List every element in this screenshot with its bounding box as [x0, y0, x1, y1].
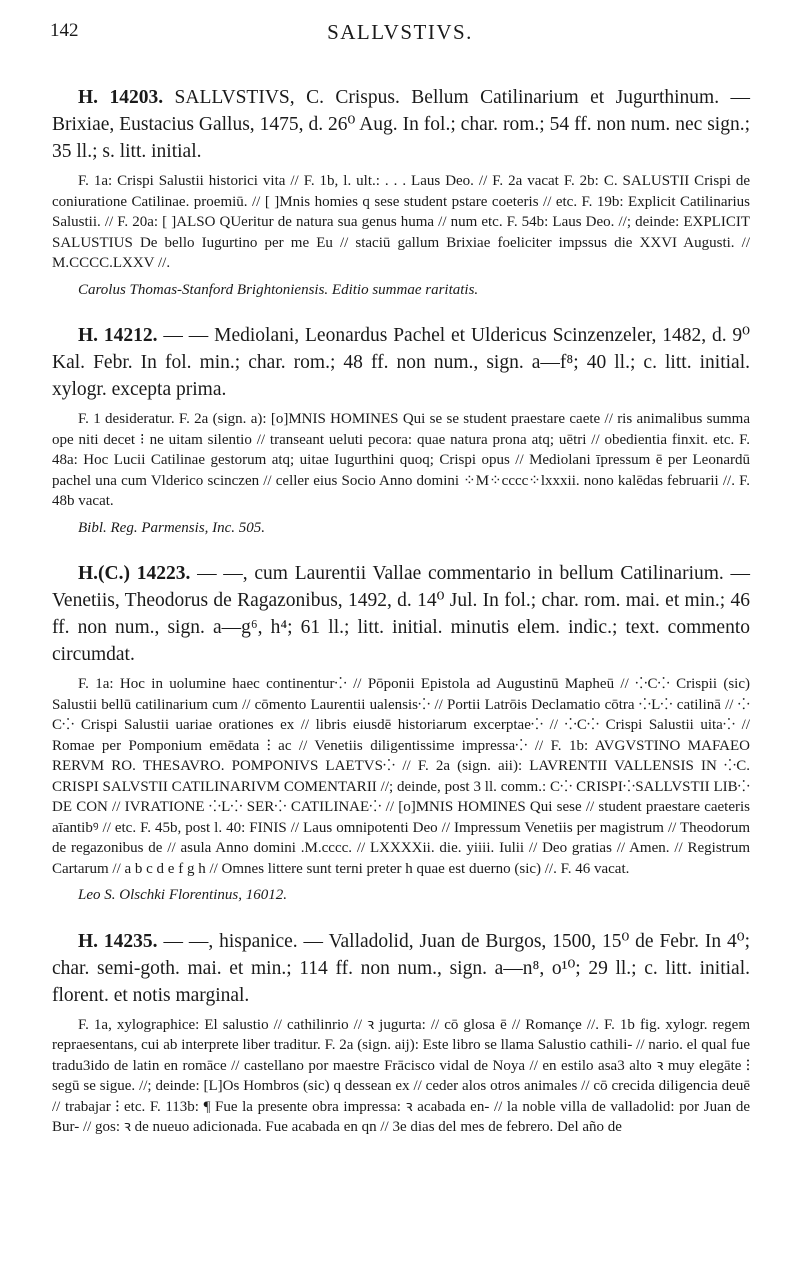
entry-collation: F. 1a: Crispi Salustii historici vita // F. 1b, l. ult.: . . . Laus Deo. // F. 2a vacat F. 2b: C. SALUSTII Crispi de coniuratione Catilinae. proemiū. // [ ]Mnis homies q sese student pstare coeteris // etc. F. 19b: Explicit Catilinarius Salustii. // F. 20a: [ ]ALSO QUeritur de natura sua genus huma // num etc. F. 54b: Laus Deo. //; deinde: EXPLICIT SALUSTIUS De bello Iugurtino per me Eu // staciū gallum Brixiae foeliciter impssus die XXVI Augusti. // M.CCCC.LXXV //.: [52, 173, 750, 271]
entry-collation: F. 1 desideratur. F. 2a (sign. a): [o]MNIS HOMINES Qui se se student praestare caete // ris animalibus summa ope niti decet ⁝ ne uitam silentio // transeant ueluti pecora: quae natura prona atq; uētri // obedientia finxit. etc. F. 48a: Hoc Lucii Catilinae gestorum atq; uitae Iugurthini quoq; Crispi opus // Mediolani īpressum ē per Leonardū pachel una cum Vlderico scinczen // celler eius Socio Anno domini ⁘M⁘cccc⁘lxxxii. nono kalēdas februarii //. F. 48b vacat.: [52, 411, 750, 509]
entry-collation: F. 1a, xylographice: El salustio // cathilinrio // ꝛ jugurta: // cō glosa ē // Romançe //. F. 1b fig. xylogr. regem repraesentans, cui ab interprete liber traditur. F. 2a (sign. aij): Este libro se llama Salustio cathili- // nario. el qual fue tradu3ido de latin en romāce // castellano por maestre Frācisco vidal de Noya // en estilo asa3 alto ꝛ muy elegāte ⁝ segū se sigue. //; deinde: [L]Os Hombros (sic) q dessean ex // ceder alos otros animales // cō crecida diligencia deuē // trabajar ⁝ etc. F. 113b: ¶ Fue la presente obra impressa: ꝛ acabada en- // la noble villa de valladolid: por Juan de Bur- // gos: ꝛ de nueuo adicionada. Fue acabada en qn // 3e dias del mes de febrero. Del año de: [52, 1016, 750, 1135]
entry-number: H.(C.) 14223.: [78, 563, 191, 584]
entry-provenance: Carolus Thomas-Stanford Brightoniensis. Editio summae raritatis.: [78, 281, 479, 298]
catalogue-entry: [52, 560, 750, 906]
entry-description: SALLVSTIVS, C. Crispus. Bellum Catilinarium et Jugurthinum. — Brixiae, Eustacius Gallus, 1475, d. 26⁰ Aug. In fol.; char. rom.; 54 ff. non num. nec sign.; 35 ll.; s. litt. initial.: [52, 87, 751, 162]
entry-number: H. 14235.: [78, 930, 158, 952]
entry-heading: [52, 322, 750, 403]
entry-number: H. 14212.: [78, 325, 158, 346]
entry-description: — —, cum Laurentii Vallae commentario in bellum Catilinarium. — Venetiis, Theodorus de Ragazonibus, 1492, d. 14⁰ Jul. In fol.; char. rom. mai. et min.; 46 ff. non num., sign. a—g⁶, h⁴; 61 ll.; litt. initial. minutis elem. indic.; text. commento circumdat.: [52, 563, 751, 665]
entry-number: H. 14203.: [78, 87, 164, 108]
entry-collation: F. 1a: Hoc in uolumine haec continentur⁘ // Pōponii Epistola ad Augustinū Mapheū // ⁘C⁘ Crispii (sic) Salustii bellū catilinarium cum // cōmento Laurentii ualensis⁘ // Portii Latrōis Declamatio cōtra ⁘L⁘ catilinā // ⁘ C⁘ Crispi Salustii uariae orationes ex // libris eiusdē historiarum excerptae⁘ // ⁘C⁘ Crispi Salustii uita⁘ // Romae per Pomponium emēdata ⁝ ac // Venetiis diligentissime impressa⁘ // F. 1b: AVGVSTINO MAFAEO RERVM RO. THESAVRO. POMPONIVS LAETVS⁘ // F. 2a (sign. aii): LAVRENTII VALLENSIS IN ⁘C. CRISPI SALVSTII CATILINARIVM COMENTARII //; deinde, post 3 ll. comm.: C⁘ CRISPI⁘SALLVSTII LIB⁘ DE CON // IVRATIONE ⁘L⁘ SER⁘ CATILINAE⁘ // [o]MNIS HOMINES Qui sese // student praestare caeteris aīantibꝰ // etc. F. 45b, post l. 40: FINIS // Laus omnipotenti Deo // Impressum Venetiis per magistrum // Theodorum de regazonibus de // asula Anno domini .M.cccc. // LXXXXii. die. yiiii. Iulii // Deo gratias // Amen. // Registrum Cartarum // a b c d e f g h // Omnes littere sunt terni preter h quae est duerno (sic) //. F. 46 vacat.: [52, 676, 750, 877]
entry-description: — — Mediolani, Leonardus Pachel et Uldericus Scinzenzeler, 1482, d. 9⁰ Kal. Febr. In fol. min.; char. rom.; 48 ff. non num., sign. a—f⁸; 40 ll.; c. litt. initial. xylogr. excepta prima.: [52, 325, 750, 400]
catalogue-entry: [52, 322, 750, 538]
entry-provenance: Bibl. Reg. Parmensis, Inc. 505.: [78, 519, 266, 536]
running-head: SALLVSTIVS.: [327, 20, 473, 44]
entry-description: — —, hispanice. — Valladolid, Juan de Burgos, 1500, 15⁰ de Febr. In 4⁰; char. semi-goth. mai. et min.; 114 ff. non num., sign. a—n⁸, o¹⁰; 29 ll.; c. litt. initial. florent. et notis marginal.: [52, 930, 751, 1006]
page-header: [0, 20, 800, 54]
entry-heading: [52, 560, 750, 668]
entry-provenance: Leo S. Olschki Florentinus, 16012.: [78, 887, 288, 903]
catalogue-entry: [52, 84, 750, 300]
entry-heading: [52, 84, 750, 165]
page-number: 142: [50, 20, 79, 41]
catalogue-entry: [52, 928, 750, 1138]
catalogue-body: [52, 84, 750, 1160]
entry-heading: [52, 928, 750, 1009]
